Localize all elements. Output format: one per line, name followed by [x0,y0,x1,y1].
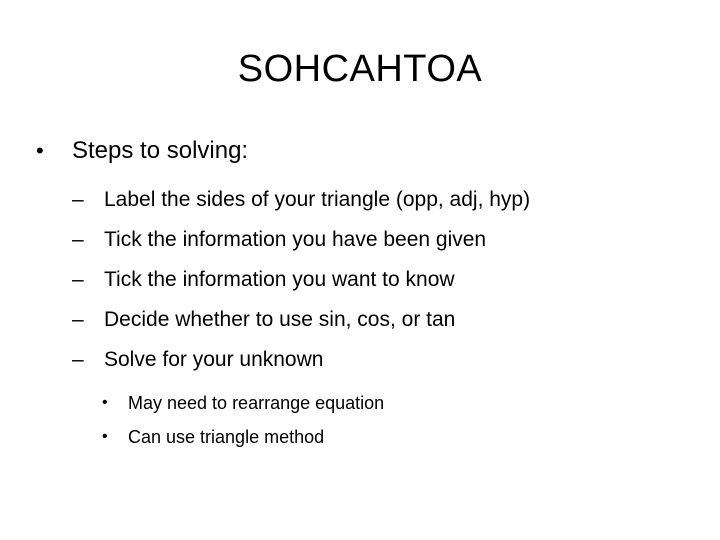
step-item [72,300,696,340]
top-bullet [36,132,696,170]
step-text: Tick the information you have been given [104,228,487,251]
dash-icon: – [72,188,84,211]
dash-icon: – [72,228,84,251]
bullet-icon: • [36,138,44,163]
sub-steps-list [102,386,696,454]
step-item [72,220,696,260]
step-item [72,340,696,380]
step-text: Solve for your unknown [104,348,324,371]
step-item [72,180,696,220]
sub-step-text: May need to rearrange equation [128,393,385,413]
dash-icon: – [72,268,84,291]
step-text: Label the sides of your triangle (opp, adj, hyp) [104,188,531,211]
dash-icon: – [72,348,84,371]
top-bullet-text: Steps to solving: [72,137,249,164]
bullet-icon: • [102,428,108,445]
step-text: Tick the information you want to know [104,268,455,291]
steps-list [72,180,696,380]
step-item [72,260,696,300]
bullet-icon: • [102,394,108,411]
slide-title: SOHCAHTOA [237,48,483,90]
dash-icon: – [72,308,84,331]
slide-content [36,132,696,454]
sub-step-text: Can use triangle method [128,427,325,447]
sub-step-item [102,420,696,454]
step-text: Decide whether to use sin, cos, or tan [104,308,456,331]
sub-step-item [102,386,696,420]
